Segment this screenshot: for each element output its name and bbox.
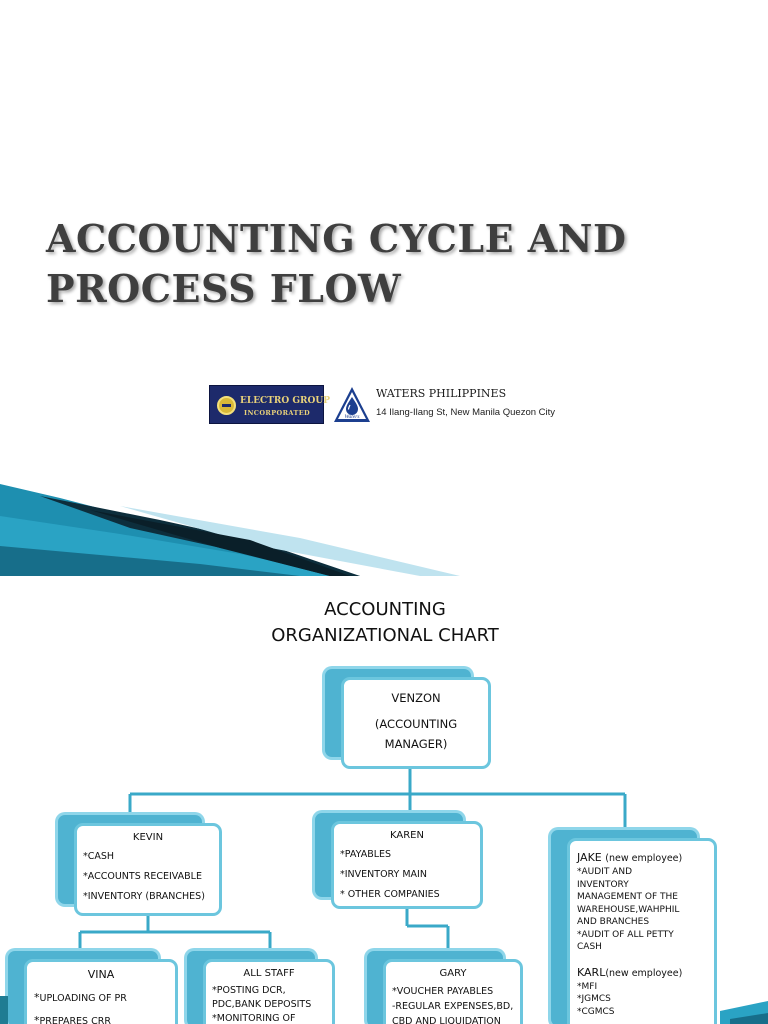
- gary-items: [392, 984, 514, 1024]
- org-chart-title-line-2: ORGANIZATIONAL CHART: [271, 625, 499, 646]
- karen-items: [340, 845, 474, 905]
- jake-item: CASH: [577, 942, 602, 952]
- vina-item: *PREPARES CRR: [34, 1010, 168, 1024]
- karl-tag: (new employee): [605, 967, 683, 979]
- vina-item: *UPLOADING OF PR: [34, 991, 127, 1004]
- venzon-role-line-2: MANAGER): [384, 737, 448, 751]
- jake-tag: (new employee): [605, 853, 683, 864]
- electro-group-logo: [209, 385, 330, 424]
- vina-items: [34, 987, 168, 1024]
- allstaff-items: [212, 984, 326, 1024]
- kevin-item: *INVENTORY (BRANCHES): [83, 891, 205, 902]
- jake-item: MANAGEMENT OF THE: [577, 892, 678, 902]
- allstaff-item: *MONITORING OF: [212, 1013, 296, 1024]
- org-node-vina: [24, 959, 178, 1024]
- karl-name: KARL: [577, 965, 606, 979]
- decorative-corner-shape: [720, 991, 768, 1024]
- karen-item: *PAYABLES: [340, 849, 392, 860]
- jake-item: INVENTORY: [577, 879, 629, 890]
- karl-heading: [577, 966, 707, 981]
- org-node-gary: [383, 959, 523, 1024]
- venzon-role-line-1: (ACCOUNTING: [374, 717, 458, 731]
- company-name: WATERS PHILIPPINES: [376, 387, 507, 400]
- karen-item: *INVENTORY MAIN: [340, 869, 427, 880]
- karl-item: *CGMCS: [577, 1006, 615, 1017]
- karl-item: *JGMCS: [577, 994, 611, 1004]
- kevin-name: KEVIN: [132, 832, 164, 843]
- company-address: 14 Ilang-Ilang St, New Manila Quezon City: [376, 407, 556, 418]
- allstaff-name: ALL STAFF: [243, 968, 295, 979]
- kevin-item: *ACCOUNTS RECEIVABLE: [83, 871, 202, 882]
- jake-name: JAKE: [577, 851, 602, 864]
- jake-item: *AUDIT OF ALL PETTY: [577, 929, 674, 940]
- karl-items: [577, 981, 707, 1019]
- waters-logo-text: Waters: [344, 414, 360, 420]
- gary-item: *VOUCHER PAYABLES: [392, 986, 494, 997]
- decorative-left-bar: [0, 996, 8, 1024]
- kevin-items: [83, 847, 213, 907]
- electro-logo-line-2: INCORPORATED: [244, 409, 311, 417]
- decorative-swoosh: [0, 476, 768, 576]
- jake-item: AND BRANCHES: [577, 917, 650, 927]
- org-node-all-staff: [203, 959, 335, 1024]
- org-chart-title-line-1: ACCOUNTING: [324, 599, 446, 620]
- gary-item: -REGULAR EXPENSES,BD,: [392, 1001, 514, 1012]
- gary-item: CBD AND LIQUIDATION: [392, 1016, 501, 1024]
- jake-items: [577, 866, 707, 954]
- karen-name: KAREN: [390, 830, 424, 841]
- jake-item: WAREHOUSE,WAHPHIL: [577, 904, 680, 915]
- waters-logo: [333, 386, 371, 424]
- electro-emblem-icon: [217, 396, 236, 415]
- allstaff-item: *POSTING DCR,: [212, 985, 286, 996]
- karen-item: * OTHER COMPANIES: [340, 889, 440, 900]
- kevin-item: *CASH: [83, 851, 115, 862]
- slide-title-line-1: ACCOUNTING CYCLE AND: [46, 216, 627, 261]
- org-node-jake-karl: [567, 838, 717, 1024]
- vina-item-text: UPLOADING OF PR: [39, 993, 127, 1004]
- org-node-venzon: [341, 677, 491, 769]
- electro-logo-line-1: ELECTRO GROUP: [240, 396, 330, 406]
- jake-heading: [577, 851, 707, 866]
- allstaff-item: PDC,BANK DEPOSITS: [212, 999, 312, 1010]
- slide-title-line-2: PROCESS FLOW: [46, 266, 402, 311]
- org-node-kevin: [74, 823, 222, 916]
- vina-name: VINA: [87, 968, 115, 981]
- vina-item-text: PREPARES CRR: [39, 1016, 111, 1024]
- karl-item: *MFI: [577, 981, 598, 992]
- slide-title: [46, 214, 746, 314]
- jake-item: *AUDIT AND: [577, 867, 633, 877]
- org-chart-slide: [0, 576, 768, 1024]
- org-node-karen: [331, 821, 483, 909]
- venzon-name: VENZON: [391, 691, 441, 705]
- gary-name: GARY: [439, 968, 467, 979]
